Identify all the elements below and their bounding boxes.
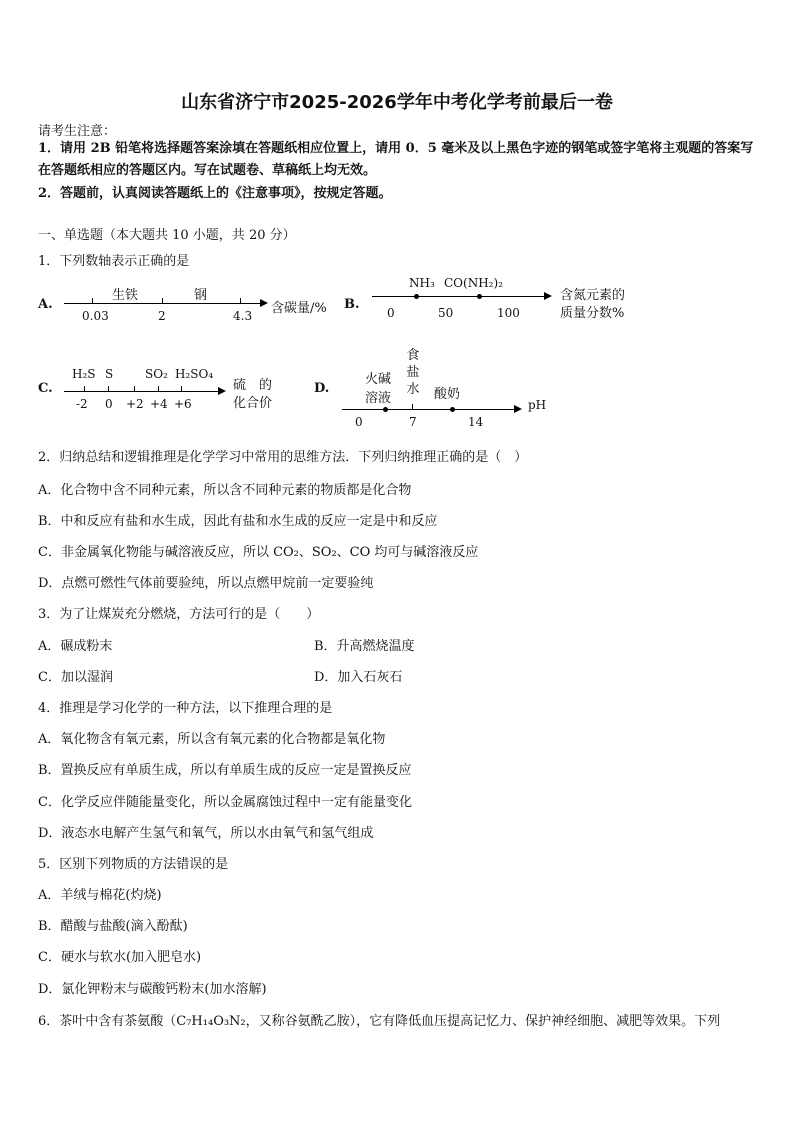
axis-unit: 质量分数%	[560, 306, 625, 321]
q3-option-d: D．加入石灰石	[314, 670, 403, 685]
option-label: C.	[38, 381, 53, 396]
axis-arrow-icon	[218, 387, 226, 395]
q5-stem: 5．区别下列物质的方法错误的是	[38, 857, 229, 872]
axis-unit: 化合价	[233, 396, 273, 411]
axis-top-label: CO(NH₂)₂	[444, 276, 503, 290]
notice-item-2: 2．答题前，认真阅读答题纸上的《注意事项》，按规定答题。	[38, 186, 392, 201]
axis-tick	[134, 386, 135, 391]
q4-option-a: A．氧化物含有氧元素，所以含有氧元素的化合物都是氧化物	[38, 732, 386, 747]
axis-tick	[162, 298, 163, 303]
axis-top-label: H₂SO₄	[175, 367, 214, 381]
option-label: D.	[314, 381, 330, 396]
q6-stem: 6．茶叶中含有茶氨酸（C₇H₁₄O₃N₂，又称谷氨酰乙胺），它有降低血压提高记忆力、保护神经细胞、减肥等效果。下列	[38, 1014, 721, 1029]
number-axis	[64, 391, 220, 392]
axis-tick	[412, 404, 413, 409]
number-axis	[64, 303, 260, 304]
q3-option-c: C．加以湿润	[38, 670, 113, 685]
axis-point	[383, 407, 388, 412]
axis-top-label: 溶液	[365, 391, 392, 406]
axis-bottom-label: 14	[468, 415, 484, 429]
axis-arrow-icon	[260, 299, 268, 307]
axis-bottom-label: 4.3	[233, 309, 253, 323]
axis-point	[450, 407, 455, 412]
axis-bottom-label: +4	[150, 397, 168, 411]
axis-tick	[240, 298, 241, 303]
q4-option-d: D．液态水电解产生氢气和氧气，所以水由氧气和氢气组成	[38, 826, 374, 841]
axis-tick	[108, 386, 109, 391]
axis-arrow-icon	[544, 292, 552, 300]
q5-option-c: C．硬水与软水(加入肥皂水)	[38, 950, 202, 965]
notice-item-1: 1．请用 2B 铅笔将选择题答案涂填在答题纸相应位置上，请用 0．5 毫米及以上黑色字迹的钢笔或签字笔将主观题的答案写在答题纸相应的答题区内。写在试题卷、草稿纸上均无效。	[38, 141, 754, 178]
axis-unit: pH	[528, 398, 547, 412]
axis-top-label: H₂S	[72, 367, 96, 381]
section-heading: 一、单选题（本大题共 10 小题，共 20 分）	[38, 228, 296, 243]
axis-top-label: 食盐水	[406, 348, 420, 397]
q4-option-b: B．置换反应有单质生成，所以有单质生成的反应一定是置换反应	[38, 763, 412, 778]
q3-option-a: A．碾成粉末	[38, 639, 113, 654]
axis-point	[414, 294, 419, 299]
page-title: 山东省济宁市2025-2026学年中考化学考前最后一卷	[181, 92, 613, 113]
axis-point	[477, 294, 482, 299]
axis-tick	[84, 386, 85, 391]
axis-tick	[158, 386, 159, 391]
number-axis	[342, 409, 514, 410]
notice-heading: 请考生注意：	[38, 124, 117, 139]
q5-option-d: D．氯化钾粉末与碳酸钙粉末(加水溶解)	[38, 982, 267, 997]
q3-option-b: B．升高燃烧温度	[314, 639, 415, 654]
q3-stem: 3．为了让煤炭充分燃烧，方法可行的是（ ）	[38, 607, 320, 622]
axis-bottom-label: 2	[158, 309, 166, 323]
axis-arrow-icon	[514, 405, 522, 413]
q2-option-d: D．点燃可燃性气体前要验纯，所以点燃甲烷前一定要验纯	[38, 576, 374, 591]
q5-option-a: A．羊绒与棉花(灼烧)	[38, 888, 162, 903]
q4-option-c: C．化学反应伴随能量变化，所以金属腐蚀过程中一定有能量变化	[38, 795, 412, 810]
axis-bottom-label: 0	[105, 397, 113, 411]
q2-option-a: A．化合物中含不同种元素，所以含不同种元素的物质都是化合物	[38, 483, 412, 498]
axis-bottom-label: 0.03	[82, 309, 109, 323]
q5-option-b: B．醋酸与盐酸(滴入酚酞)	[38, 919, 188, 934]
axis-tick	[181, 386, 182, 391]
axis-top-label: S	[105, 367, 114, 381]
q2-stem: 2．归纳总结和逻辑推理是化学学习中常用的思维方法．下列归纳推理正确的是（ ）	[38, 450, 528, 465]
axis-bottom-label: +2	[126, 397, 144, 411]
axis-bottom-label: 0	[387, 306, 395, 320]
axis-bottom-label: -2	[76, 397, 88, 411]
number-axis	[372, 296, 544, 297]
axis-top-label: NH₃	[409, 276, 435, 290]
axis-top-label: 生铁	[112, 288, 139, 303]
option-label: B.	[344, 297, 360, 312]
option-label: A.	[38, 297, 53, 312]
q2-option-c: C．非金属氧化物能与碱溶液反应，所以 CO₂、SO₂、CO 均可与碱溶液反应	[38, 545, 479, 560]
axis-tick	[92, 298, 93, 303]
axis-top-label: 钢	[194, 288, 208, 303]
axis-bottom-label: 100	[497, 306, 520, 320]
axis-top-label: 酸奶	[434, 387, 461, 402]
q2-option-b: B．中和反应有盐和水生成，因此有盐和水生成的反应一定是中和反应	[38, 514, 438, 529]
q4-stem: 4．推理是学习化学的一种方法，以下推理合理的是	[38, 701, 333, 716]
q1-stem: 1．下列数轴表示正确的是	[38, 254, 190, 269]
axis-unit: 含氮元素的	[560, 288, 626, 303]
axis-top-label: 火碱	[365, 372, 392, 387]
axis-bottom-label: 0	[355, 415, 363, 429]
axis-unit: 硫 的	[233, 378, 273, 393]
axis-top-label: SO₂	[145, 367, 168, 381]
axis-bottom-label: +6	[174, 397, 192, 411]
axis-unit: 含碳量/%	[271, 301, 327, 316]
axis-bottom-label: 7	[409, 415, 417, 429]
axis-bottom-label: 50	[438, 306, 454, 320]
